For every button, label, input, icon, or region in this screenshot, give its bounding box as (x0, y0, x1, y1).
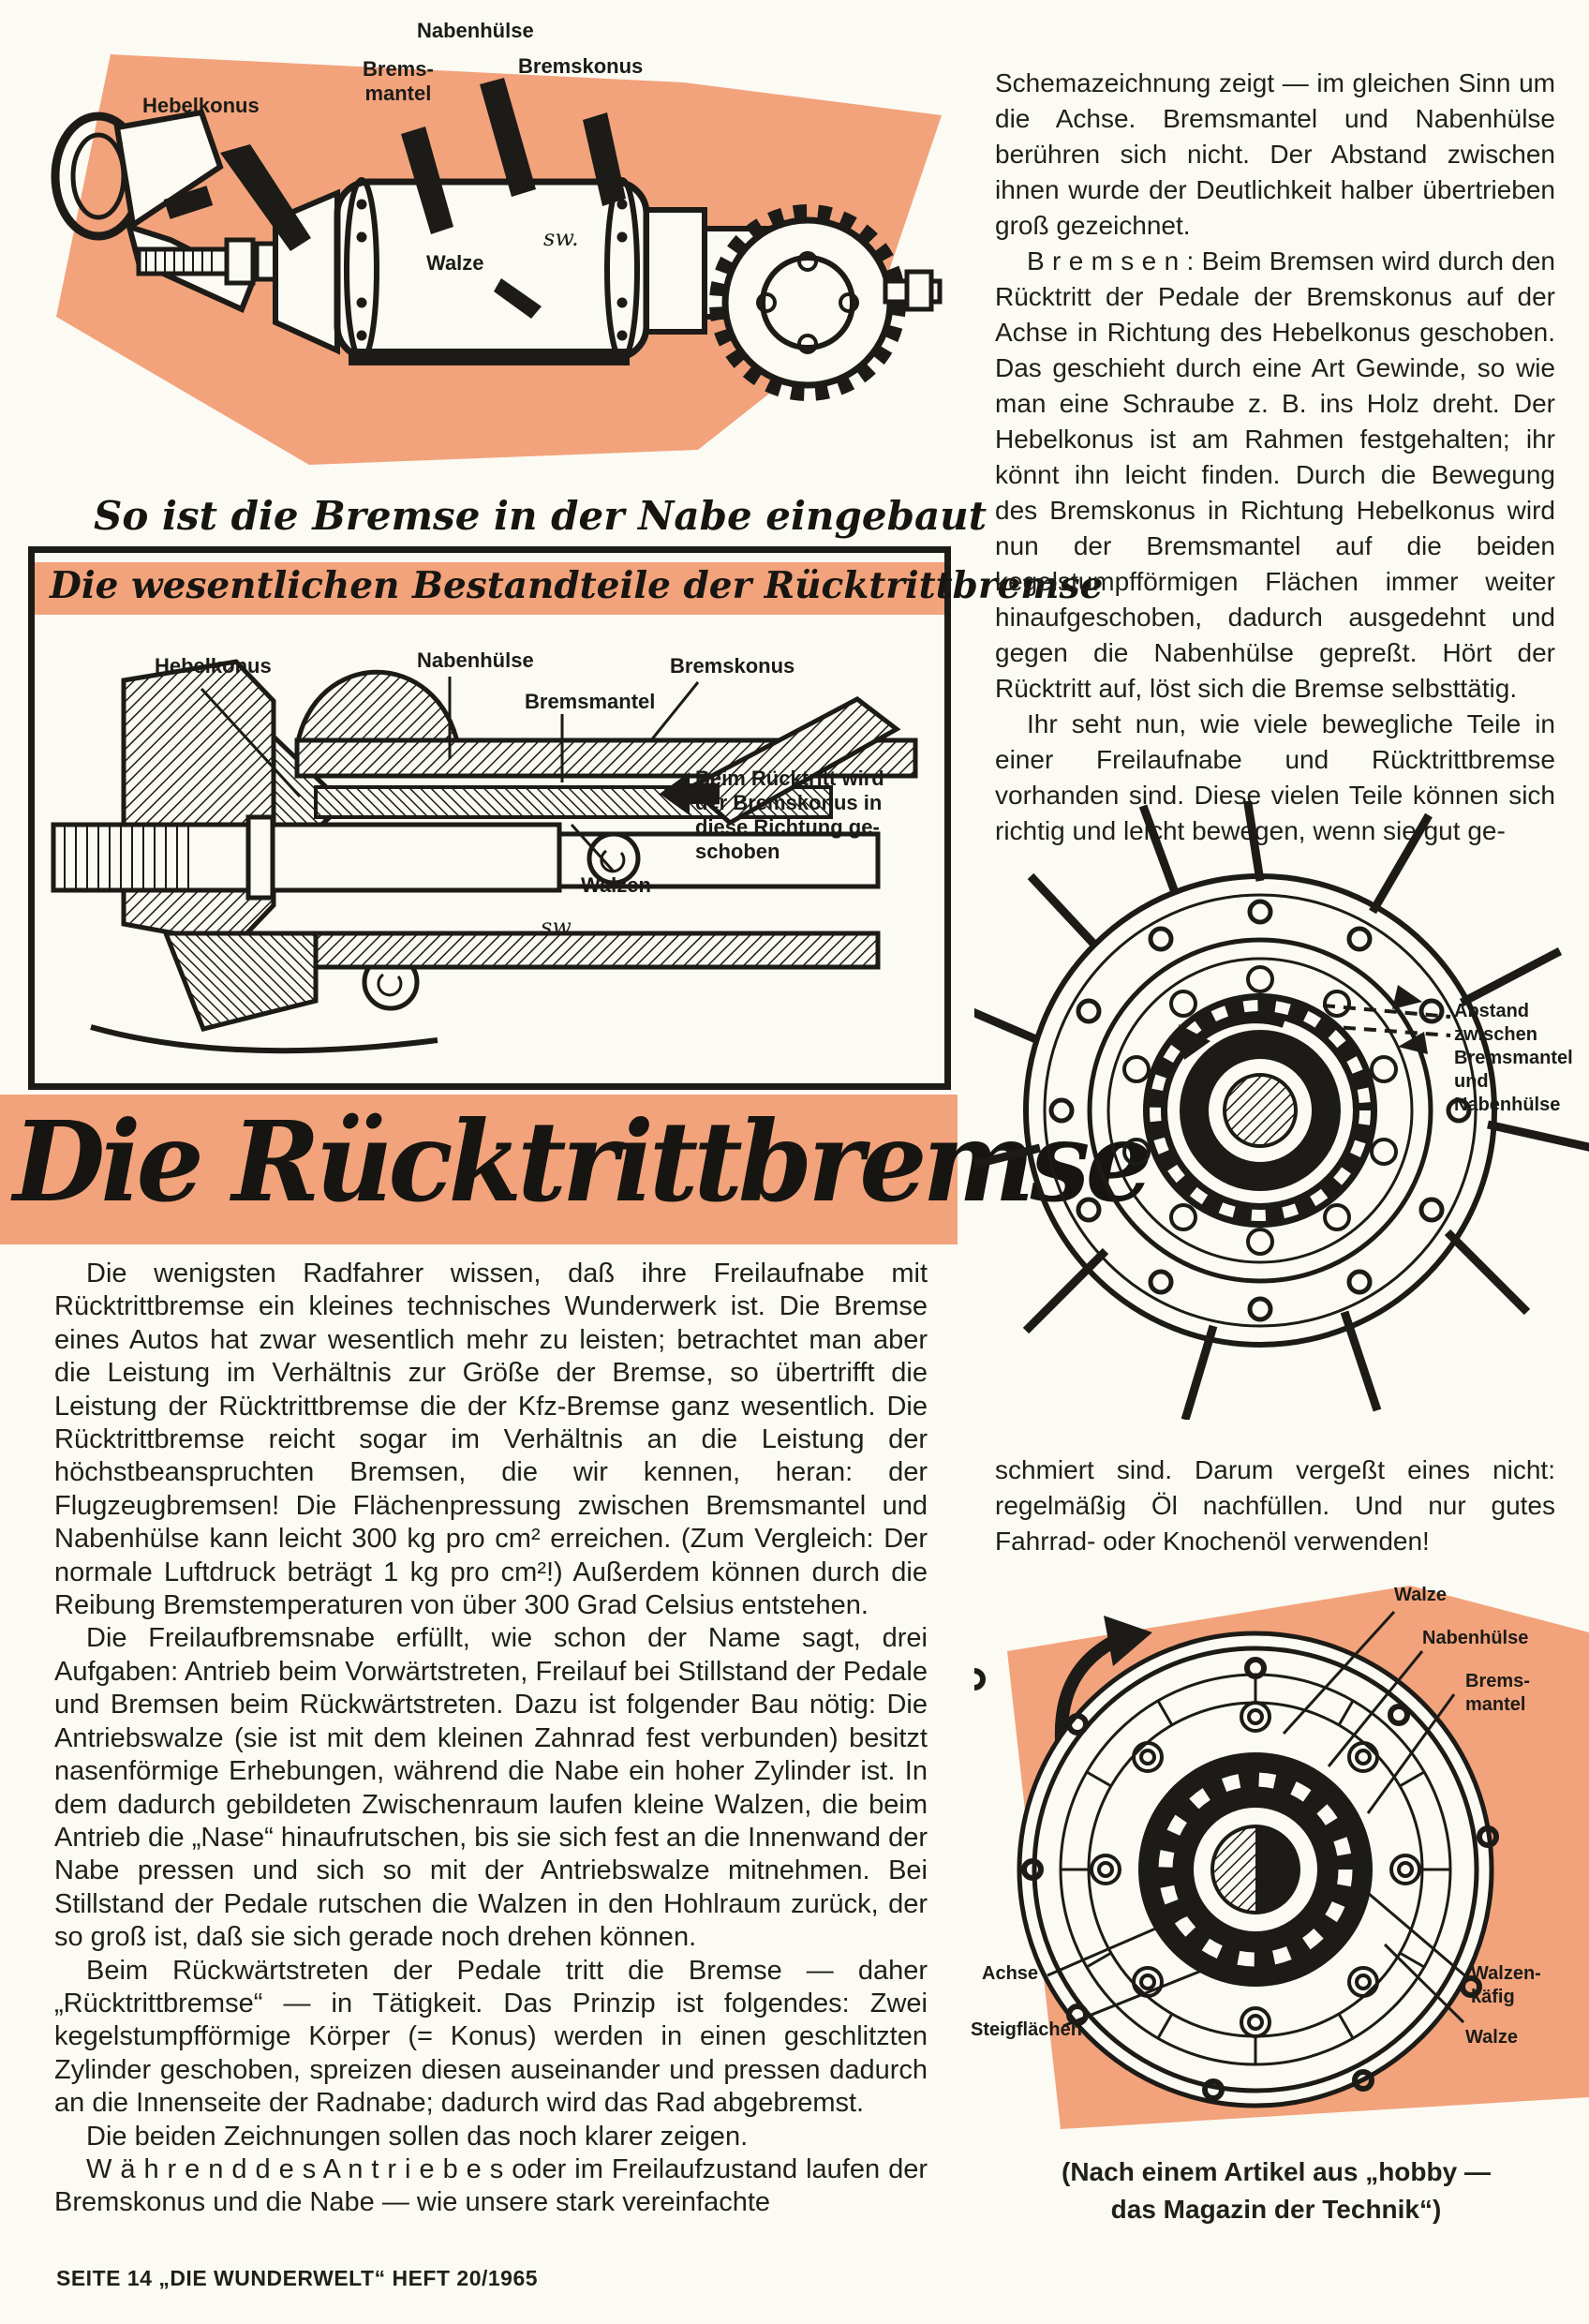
headline-banner (0, 1095, 1149, 1244)
illustrator-signature: sw (541, 914, 572, 940)
figure-parts-title-strip (35, 562, 1104, 615)
paragraph: Beim Rückwärtstreten der Pedale tritt die Bremse — daher „Rücktrittbremse“ — in Tätigkeit. Das Prinzip ist folgendes: Zwei kegelstumpfförmige Körper (= Konus) werden in einen geschlitzten Zylinder geschoben, spreizen diesen auseinander und pressen dadurch an die Innenseite der Radnabe; dadurch wird das Rad abgebremst. (54, 1955, 928, 2119)
hub2-label-nabenhuelse: Nabenhülse (1422, 1628, 1529, 1648)
parts-label-nabenhuelse: Nabenhülse (417, 648, 534, 672)
parts-label-hebelkonus: Hebelkonus (155, 654, 272, 678)
hub2-label-steigflaechen: Steigflächen (971, 2019, 1082, 2040)
figure-parts-frame (28, 546, 1104, 1090)
paragraph: Die beiden Zeichnungen sollen das noch klarer zeigen. (86, 2121, 749, 2152)
figure-hub-front (971, 1574, 1589, 2146)
figure-parts-title: Die wesentlichen Bestandteile der Rücktrittbremse (50, 564, 1104, 607)
figure-hub-installed (28, 19, 988, 539)
hub-label-nabenhuelse: Nabenhülse (417, 19, 534, 42)
paragraph: Schemazeichnung zeigt — im gleichen Sinn um die Achse. Bremsmantel und Nabenhülse berühren sich nicht. Der Abstand zwischen ihnen wurde der Deutlichkeit halber übertrieben groß gezeichnet. (995, 68, 1555, 240)
paragraph: Die wenigsten Radfahrer wissen, daß ihre Freilaufnabe mit Rücktrittbremse ein kleines technisches Wunderwerk ist. Die Bremse eines Autos hat zwar wesentlich mehr zu leisten; betrachtet man aber die Leistung im Verhältnis zur Größe der Bremse, so übertrifft die Leistung der Rücktrittbremse die der Kfz-Bremse ganz wesentlich. Die Rücktrittbremse reicht sogar im Verhältnis an die Leistung der höchstbeanspruchten Bremsen, die wir kennen, heran: der Flugzeugbremsen! Die Flächenpressung zwischen Bremsmantel und Nabenhülse kann leicht 300 kg pro cm² erreichen. (Zum Vergleich: Der normale Luftdruck beträgt 1 kg pro cm²!) Außerdem können durch die Reibung Bremstemperaturen von über 300 Grad Celsius entstehen. (54, 1259, 928, 1621)
illustrator-signature: sw. (543, 225, 579, 251)
hub-label-walze: Walze (426, 251, 484, 275)
hub-label-bremskonus: Bremskonus (518, 54, 644, 78)
hub2-label-achse: Achse (982, 1963, 1039, 1984)
wheel-label-abstand: Abstand zwischen Bremsmantel und Nabenhülse (1454, 1001, 1573, 1115)
paragraph: B r e m s e n : Beim Bremsen wird durch den Rücktritt der Pedale der Bremskonus auf der Achse in Richtung des Hebelkonus geschoben. Das geschieht durch eine Art Gewinde, so wie man eine Schraube z. B. ins Holz dreht. Der Hebelkonus ist am Rahmen festgehalten; ihr könnt ihn leicht finden. Durch die Bewegung des Bremskonus in Richtung Hebelkonus wird nun der Bremsmantel auf die beiden kegelstumpfförmigen Flächen immer weiter hinaufgeschoben, dadurch ausgedehnt und gegen die Nabenhülse gepreßt. Hört der Rücktritt auf, löst sich die Bremse selbsttätig. (995, 246, 1555, 703)
hub2-label-walze-bottom: Walze (1465, 2027, 1518, 2048)
page-footer: SEITE 14 „DIE WUNDERWELT“ HEFT 20/1965 (56, 2266, 539, 2290)
figure-wheel-section (974, 801, 1589, 1420)
paragraph: W ä h r e n d d e s A n t r i e b e s oder im Freilaufzustand laufen der Bremskonus und die Nabe — wie unsere stark vereinfachte (54, 2153, 928, 2218)
hub2-label-bremsmantel: Brems- mantel (1465, 1671, 1530, 1715)
paragraph: Die Freilaufbremsnabe erfüllt, wie schon der Name sagt, drei Aufgaben: Antrieb beim Vorwärtstreten, Freilauf bei Stillstand der Pedale und Bremsen beim Rückwärtstreten. Dazu ist folgender Bau nötig: Die Antriebswalze (sie ist mit dem kleinen Zahnrad fest verbunden) besitzt nasenförmige Erhebungen, während die Nabe ein hoher Zylinder ist. In dem dadurch gebildeten Zwischenraum laufen kleine Walzen, die beim Antrieb die „Nase“ hinaufrutschen, bis sie sich fest an die Innenwand der Nabe pressen und sich so mit der Antriebswalze mitnehmen. Bei Stillstand der Pedale rutschen die Walzen in den Hohlraum zurück, der so groß ist, daß sie sich gerade noch drehen können. (54, 1623, 928, 1953)
parts-label-bremsmantel: Bremsmantel (525, 690, 656, 713)
page-title: Die Rücktrittbremse (13, 1096, 1149, 1227)
parts-label-walzen: Walzen (581, 873, 651, 897)
parts-note: Beim Rücktritt wird der Bremskonus in diese Richtung ge- schoben (695, 767, 884, 863)
hub-label-bremsmantel: Brems- mantel (363, 57, 434, 105)
hub2-label-walzenkaefig: Walzen- käfig (1471, 1963, 1541, 2007)
paragraph: schmiert sind. Darum vergeßt eines nicht: regelmäßig Öl nachfüllen. Und nur gutes Fahrrad- oder Knochenöl verwenden! (995, 1455, 1555, 1556)
paragraph: Ihr seht nun, wie viele bewegliche Teile in einer Freilaufnabe und Rücktrittbremse vorhanden sind. Diese vielen Teile können sich richtig und leicht bewegen, wenn sie gut ge- (995, 709, 1555, 845)
hub2-label-walze-top: Walze (1394, 1585, 1447, 1605)
figure-hub-caption: So ist die Bremse in der Nabe eingebaut (94, 493, 988, 539)
right-column-top (995, 66, 1555, 849)
right-column-mid (995, 1452, 1555, 1559)
hub-label-hebelkonus: Hebelkonus (142, 94, 260, 117)
left-column (54, 1258, 928, 2220)
source-credit: (Nach einem Artikel aus „hobby — das Magazin der Technik“) (1062, 2157, 1491, 2224)
hub-front-illustration (974, 1574, 1589, 2146)
parts-label-bremskonus: Bremskonus (670, 654, 795, 678)
